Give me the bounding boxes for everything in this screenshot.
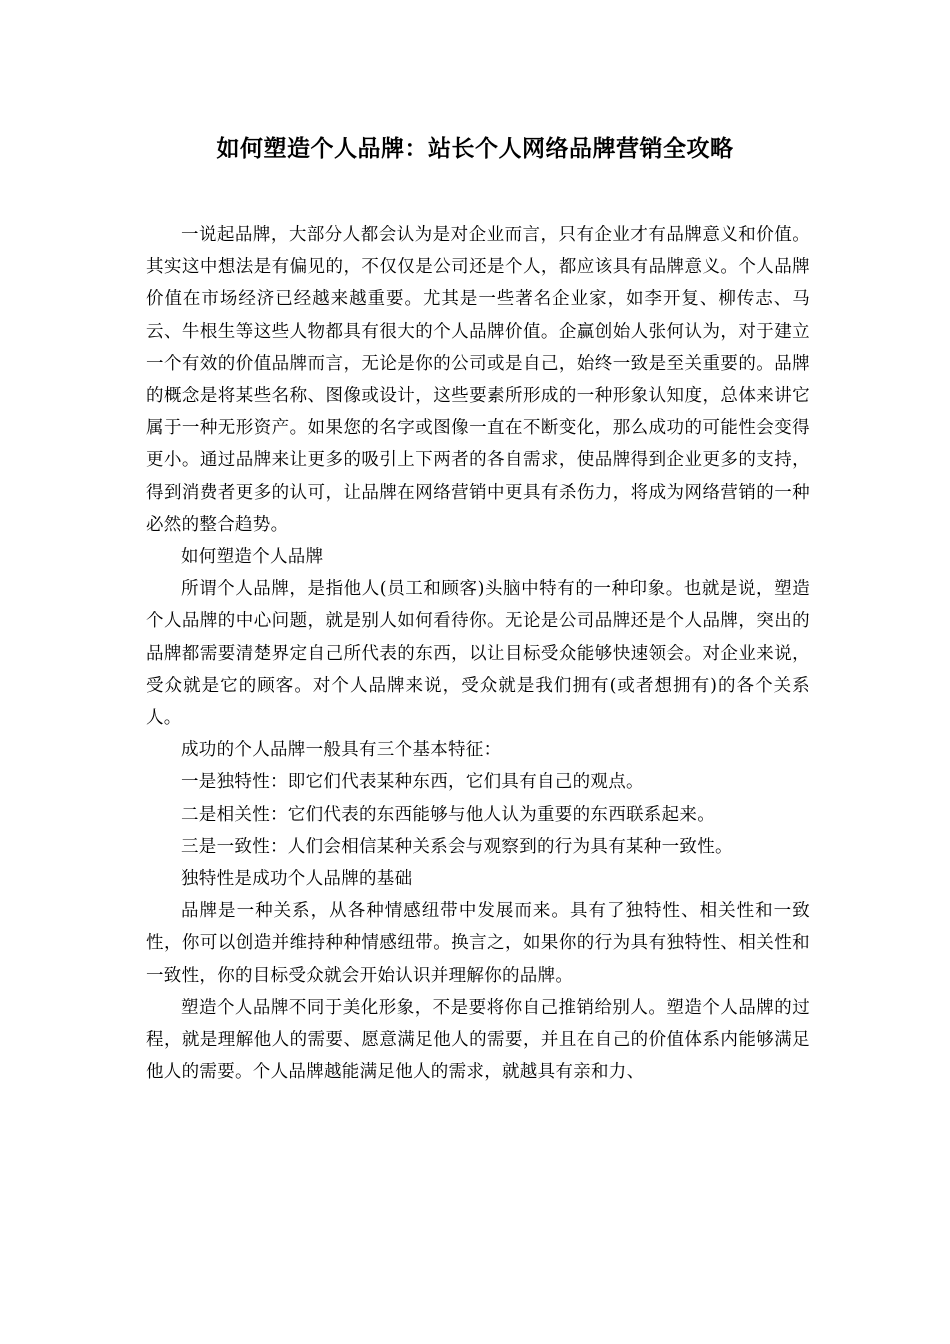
paragraph-feature-relevance: 二是相关性：它们代表的东西能够与他人认为重要的东西联系起来。 — [181, 804, 715, 825]
document-body — [146, 219, 810, 1088]
paragraph-building-brand: 塑造个人品牌不同于美化形象，不是要将你自己推销给别人。塑造个人品牌的过程，就是理解他人的需要、愿意满足他人的需要，并且在自己的价值体系内能够满足他人的需要。个人品牌越能满足他人的需求，就越具有亲和力、 — [146, 997, 810, 1083]
paragraph-features-intro: 成功的个人品牌一般具有三个基本特征： — [181, 740, 502, 761]
section-heading-how-to-build: 如何塑造个人品牌 — [181, 547, 324, 568]
paragraph-brand-relationship: 品牌是一种关系，从各种情感纽带中发展而来。具有了独特性、相关性和一致性，你可以创造并维持种种情感纽带。换言之，如果你的行为具有独特性、相关性和一致性，你的目标受众就会开始认识并理解你的品牌。 — [146, 901, 810, 986]
paragraph-definition: 所谓个人品牌，是指他人(员工和顾客)头脑中特有的一种印象。也就是说，塑造个人品牌的中心问题，就是别人如何看待你。无论是公司品牌还是个人品牌，突出的品牌都需要清楚界定自己所代表的东西，以让目标受众能够快速领会。对企业来说，受众就是它的顾客。对个人品牌来说，受众就是我们拥有(或者想拥有)的各个关系人。 — [146, 579, 810, 729]
paragraph-intro: 一说起品牌，大部分人都会认为是对企业而言，只有企业才有品牌意义和价值。其实这中想法是有偏见的，不仅仅是公司还是个人，都应该具有品牌意义。个人品牌价值在市场经济已经越来越重要。尤其是一些著名企业家，如李开复、柳传志、马云、牛根生等这些人物都具有很大的个人品牌价值。企赢创始人张何认为，对于建立一个有效的价值品牌而言，无论是你的公司或是自己，始终一致是至关重要的。品牌的概念是将某些名称、图像或设计，这些要素所形成的一种形象认知度，总体来讲它属于一种无形资产。如果您的名字或图像一直在不断变化，那么成功的可能性会变得更小。通过品牌来让更多的吸引上下两者的各自需求，使品牌得到企业更多的支持，得到消费者更多的认可，让品牌在网络营销中更具有杀伤力，将成为网络营销的一种必然的整合趋势。 — [146, 225, 810, 535]
paragraph-feature-uniqueness: 一是独特性：即它们代表某种东西，它们具有自己的观点。 — [181, 772, 644, 793]
section-heading-uniqueness-basis: 独特性是成功个人品牌的基础 — [181, 869, 413, 890]
document-title: 如何塑造个人品牌：站长个人网络品牌营销全攻略 — [216, 135, 734, 162]
paragraph-feature-consistency: 三是一致性：人们会相信某种关系会与观察到的行为具有某种一致性。 — [181, 836, 733, 857]
